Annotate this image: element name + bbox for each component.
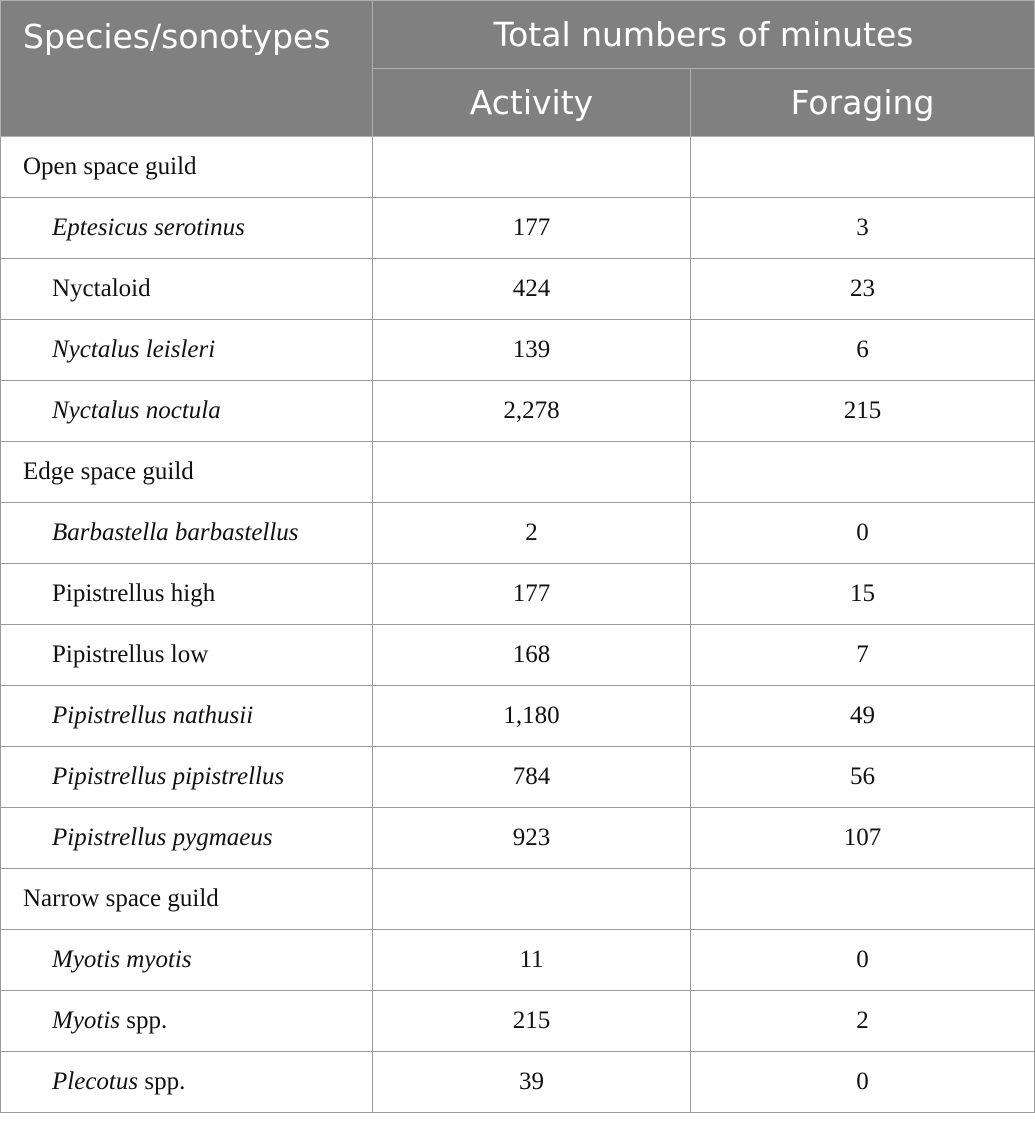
table-row bbox=[1, 564, 1035, 625]
species-italic-name: Myotis myotis bbox=[52, 946, 192, 973]
table-row bbox=[1, 1052, 1035, 1113]
species-italic-name: Pipistrellus pygmaeus bbox=[52, 824, 273, 851]
foraging-value: 0 bbox=[691, 1052, 1035, 1113]
species-plain-name: spp. bbox=[138, 1068, 186, 1095]
species-name bbox=[1, 320, 373, 381]
species-italic-name: Nyctalus noctula bbox=[52, 397, 221, 424]
foraging-value: 0 bbox=[691, 930, 1035, 991]
activity-value: 2,278 bbox=[373, 381, 691, 442]
guild-row bbox=[1, 137, 1035, 198]
header-foraging: Foraging bbox=[691, 69, 1035, 137]
table-row bbox=[1, 747, 1035, 808]
species-plain-name: Pipistrellus low bbox=[52, 641, 209, 668]
table-row bbox=[1, 320, 1035, 381]
species-italic-name: Nyctalus leisleri bbox=[52, 336, 216, 363]
species-name bbox=[1, 503, 373, 564]
species-italic-name: Plecotus bbox=[52, 1068, 139, 1095]
guild-row bbox=[1, 442, 1035, 503]
species-name bbox=[1, 747, 373, 808]
table-row bbox=[1, 381, 1035, 442]
foraging-value: 23 bbox=[691, 259, 1035, 320]
table-row bbox=[1, 503, 1035, 564]
activity-value: 424 bbox=[373, 259, 691, 320]
activity-value: 11 bbox=[373, 930, 691, 991]
guild-row bbox=[1, 869, 1035, 930]
species-name bbox=[1, 930, 373, 991]
header-species-sonotypes: Species/sonotypes bbox=[1, 1, 373, 137]
species-name bbox=[1, 686, 373, 747]
activity-value: 784 bbox=[373, 747, 691, 808]
species-name bbox=[1, 198, 373, 259]
activity-cell bbox=[373, 869, 691, 930]
species-italic-name: Pipistrellus nathusii bbox=[52, 702, 254, 729]
species-name bbox=[1, 808, 373, 869]
activity-value: 177 bbox=[373, 198, 691, 259]
guild-label: Narrow space guild bbox=[1, 869, 373, 930]
species-name bbox=[1, 381, 373, 442]
foraging-value: 15 bbox=[691, 564, 1035, 625]
guild-label: Open space guild bbox=[1, 137, 373, 198]
foraging-value: 0 bbox=[691, 503, 1035, 564]
foraging-value: 215 bbox=[691, 381, 1035, 442]
activity-value: 168 bbox=[373, 625, 691, 686]
foraging-cell bbox=[691, 442, 1035, 503]
foraging-cell bbox=[691, 137, 1035, 198]
species-italic-name: Myotis bbox=[52, 1007, 121, 1034]
activity-value: 1,180 bbox=[373, 686, 691, 747]
foraging-value: 107 bbox=[691, 808, 1035, 869]
species-plain-name: Pipistrellus high bbox=[52, 580, 216, 607]
species-name bbox=[1, 259, 373, 320]
activity-value: 39 bbox=[373, 1052, 691, 1113]
header-activity: Activity bbox=[373, 69, 691, 137]
species-italic-name: Pipistrellus pipistrellus bbox=[52, 763, 285, 790]
foraging-value: 56 bbox=[691, 747, 1035, 808]
table-header bbox=[1, 1, 1035, 137]
species-italic-name: Eptesicus serotinus bbox=[52, 214, 245, 241]
table-body bbox=[1, 137, 1035, 1113]
species-name bbox=[1, 625, 373, 686]
activity-cell bbox=[373, 442, 691, 503]
species-plain-name: Nyctaloid bbox=[52, 275, 151, 302]
species-name bbox=[1, 1052, 373, 1113]
activity-value: 923 bbox=[373, 808, 691, 869]
foraging-value: 7 bbox=[691, 625, 1035, 686]
guild-label: Edge space guild bbox=[1, 442, 373, 503]
activity-value: 2 bbox=[373, 503, 691, 564]
species-name bbox=[1, 991, 373, 1052]
table-row bbox=[1, 808, 1035, 869]
table-row bbox=[1, 259, 1035, 320]
activity-value: 177 bbox=[373, 564, 691, 625]
species-italic-name: Barbastella barbastellus bbox=[52, 519, 299, 546]
table-row bbox=[1, 991, 1035, 1052]
species-name bbox=[1, 564, 373, 625]
activity-cell bbox=[373, 137, 691, 198]
foraging-value: 3 bbox=[691, 198, 1035, 259]
foraging-value: 2 bbox=[691, 991, 1035, 1052]
foraging-value: 49 bbox=[691, 686, 1035, 747]
activity-value: 139 bbox=[373, 320, 691, 381]
table-row bbox=[1, 625, 1035, 686]
table-row bbox=[1, 930, 1035, 991]
header-total-minutes: Total numbers of minutes bbox=[373, 1, 1035, 69]
table-row bbox=[1, 686, 1035, 747]
activity-value: 215 bbox=[373, 991, 691, 1052]
species-plain-name: spp. bbox=[120, 1007, 168, 1034]
foraging-value: 6 bbox=[691, 320, 1035, 381]
table-row bbox=[1, 198, 1035, 259]
foraging-cell bbox=[691, 869, 1035, 930]
